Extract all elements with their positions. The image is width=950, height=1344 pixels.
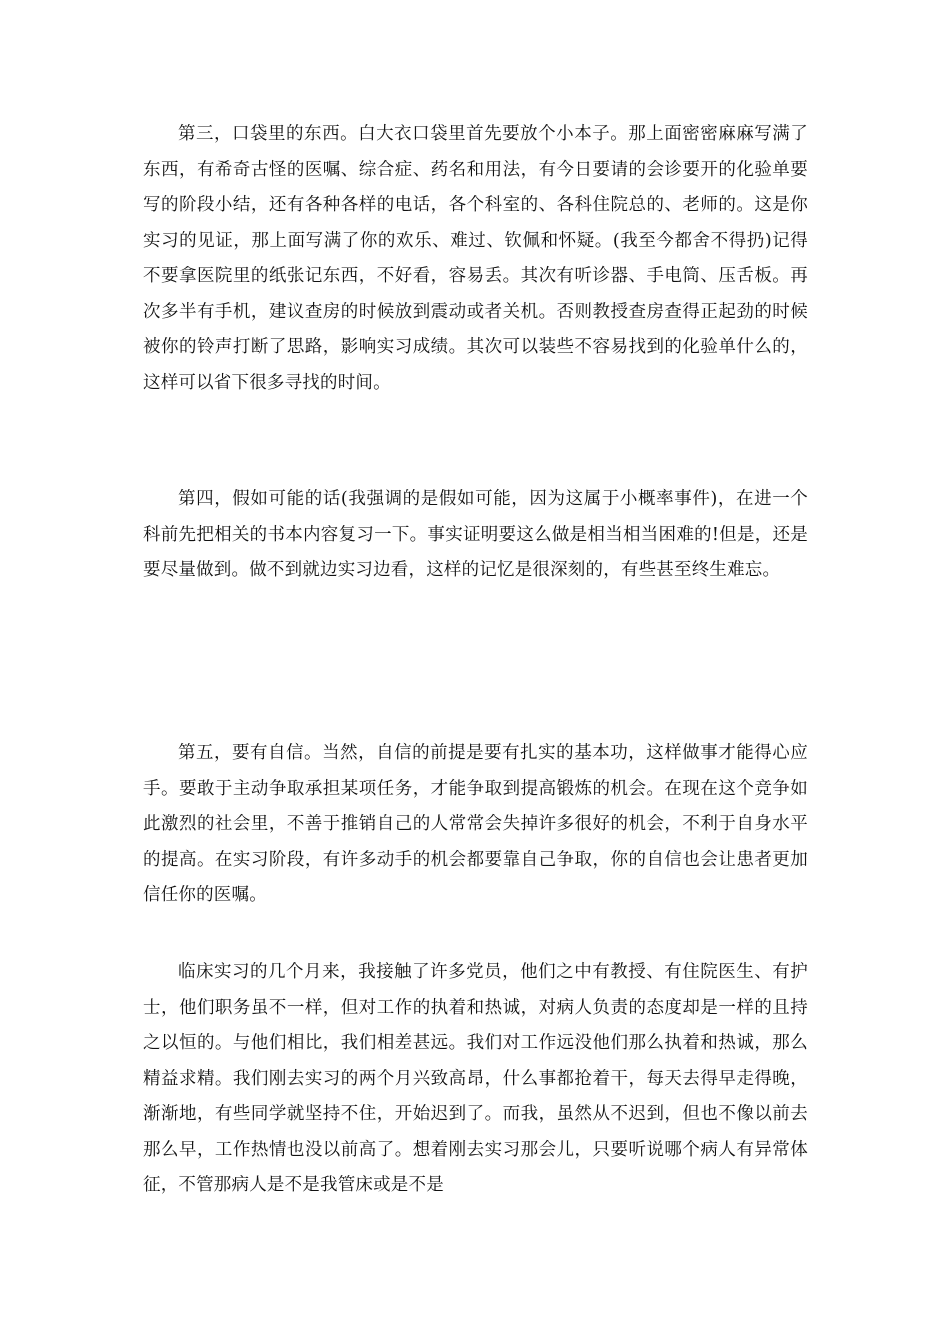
paragraph-clinical-internship: 临床实习的几个月来，我接触了许多党员，他们之中有教授、有住院医生、有护士，他们职务虽不一样，但对工作的执着和热诚，对病人负责的态度却是一样的且持之以恒的。与他们相比，我们相差甚远。我们对工作远没他们那么执着和热诚，那么精益求精。我们刚去实习的两个月兴致高昂，什么事都抢着干，每天去得早走得晚，渐渐地，有些同学就坚持不住，开始迟到了。而我，虽然从不迟到，但也不像以前去那么早，工作热情也没以前高了。想着刚去实习那会儿，只要听说哪个病人有异常体征，不管那病人是不是我管床或是不是	[143, 962, 808, 1195]
paragraph-fifth-point: 第五，要有自信。当然，自信的前提是要有扎实的基本功，这样做事才能得心应手。要敢于主动争取承担某项任务，才能争取到提高锻炼的机会。在现在这个竞争如此激烈的社会里，不善于推销自己的人常常会失掉许多很好的机会，不利于自身水平的提高。在实习阶段，有许多动手的机会都要靠自己争取，你的自信也会让患者更加信任你的医嘱。	[143, 743, 808, 905]
paragraph-third-point: 第三，口袋里的东西。白大衣口袋里首先要放个小本子。那上面密密麻麻写满了东西，有希奇古怪的医嘱、综合症、药名和用法，有今日要请的会诊要开的化验单要写的阶段小结，还有各种各样的电话，各个科室的、各科住院总的、老师的。这是你实习的见证，那上面写满了你的欢乐、难过、钦佩和怀疑。(我至今都舍不得扔)记得不要拿医院里的纸张记东西，不好看，容易丢。其次有听诊器、手电筒、压舌板。再次多半有手机，建议查房的时候放到震动或者关机。否则教授查房查得正起劲的时候被你的铃声打断了思路，影响实习成绩。其次可以装些不容易找到的化验单什么的，这样可以省下很多寻找的时间。	[143, 124, 808, 393]
paragraph-fourth-point: 第四，假如可能的话(我强调的是假如可能，因为这属于小概率事件)，在进一个科前先把相关的书本内容复习一下。事实证明要这么做是相当相当困难的!但是，还是要尽量做到。做不到就边实习边看，这样的记忆是很深刻的，有些甚至终生难忘。	[143, 489, 808, 580]
